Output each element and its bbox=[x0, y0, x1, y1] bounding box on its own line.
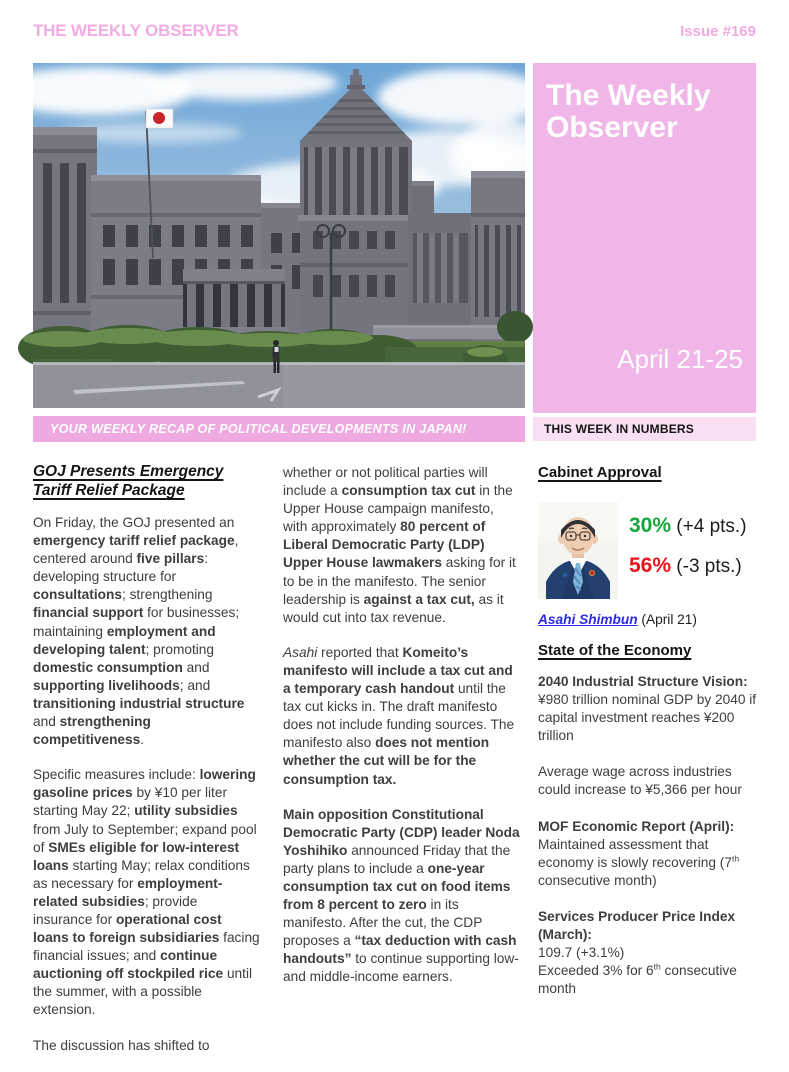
economy-item bbox=[538, 908, 759, 998]
cabinet-approval-heading: Cabinet Approval bbox=[538, 464, 662, 481]
article-paragraph: whether or not political parties will include a consumption tax cut in the Upper House campaign manifesto, with approximately 80 percent of Liberal Democratic Party (LDP) Upper House lawmakers asking for it to be in the manifesto. The senior leadership is against a tax cut, as it would cut into tax revenue. bbox=[283, 465, 516, 625]
source-line bbox=[538, 612, 697, 627]
economy-heading: State of the Economy bbox=[538, 642, 692, 659]
economy-item bbox=[538, 763, 759, 799]
disapproval-change: (-3 pts.) bbox=[671, 556, 742, 577]
article-column-2 bbox=[283, 464, 521, 1004]
economy-item bbox=[538, 818, 759, 890]
source-date: (April 21) bbox=[637, 612, 697, 627]
newsletter-title: The Weekly Observer bbox=[546, 79, 711, 145]
economy-list bbox=[538, 673, 759, 1016]
economy-item-title: Services Producer Price Index (March): bbox=[538, 908, 736, 943]
tagline-banner: YOUR WEEKLY RECAP OF POLITICAL DEVELOPMENTS IN JAPAN! bbox=[33, 416, 525, 442]
economy-item-body: Average wage across industries could increase to ¥5,366 per hour bbox=[538, 764, 742, 798]
diet-building-illustration bbox=[33, 63, 525, 408]
economy-item-body: 109.7 (+3.1%) Exceeded 3% for 6th consecutive month bbox=[538, 945, 737, 997]
issue-number: Issue #169 bbox=[680, 23, 756, 40]
economy-item-body: ¥980 trillion nominal GDP by 2040 if capital investment reaches ¥200 trillion bbox=[538, 692, 757, 744]
asahi-shimbun-link[interactable]: Asahi Shimbun bbox=[538, 612, 638, 627]
article-paragraph: Specific measures include: lowering gasoline prices by ¥10 per liter starting May 22; utility subsidies from July to September; expand pool of SMEs eligible for low-interest loans starting May; relax conditions as necessary for employment-related subsidies; provide insurance for operational cost loans to foreign subsidiaries facing financial issues; and continue auctioning off stockpiled rice until the summer, with a possible extension. bbox=[33, 767, 260, 1018]
diet-building-photo bbox=[33, 63, 525, 408]
economy-item-body: Maintained assessment that economy is slowly recovering (7th consecutive month) bbox=[538, 836, 740, 888]
article-paragraph: Main opposition Constitutional Democratic Party (CDP) leader Noda Yoshihiko announced Friday that the party plans to include a one-year consumption tax cut on food items from 8 percent to zero in its manifesto. After the cut, the CDP proposes a “tax deduction with cash handouts” to continue supporting low- and middle-income earners. bbox=[283, 806, 520, 985]
article-headline: GOJ Presents Emergency Tariff Relief Package bbox=[33, 463, 224, 499]
economy-item-title: MOF Economic Report (April): bbox=[538, 818, 735, 834]
article-paragraph: The discussion has shifted to bbox=[33, 1037, 210, 1053]
cover-title-block bbox=[533, 63, 756, 413]
issue-date-range: April 21-25 bbox=[617, 344, 743, 374]
article-paragraph: On Friday, the GOJ presented an emergency tariff relief package, centered around five pillars: developing structure for consultations; strengthening financial support for businesses; maintaining employment and developing talent; promoting domestic consumption and supporting livelihoods; and transitioning industrial structure and strengthening competitiveness. bbox=[33, 515, 245, 748]
article-paragraph: Asahi reported that Komeito’s manifesto will include a tax cut and a temporary cash handout until the tax cut kicks in. The draft manifesto does not include funding sources. The manifesto also does not mention whether the cut will be for the consumption tax. bbox=[283, 644, 515, 787]
article-column-1 bbox=[33, 462, 260, 1072]
disapproval-value: 56% bbox=[629, 554, 672, 577]
pm-portrait-illustration bbox=[538, 502, 618, 599]
approval-change: (+4 pts.) bbox=[671, 516, 747, 537]
pm-portrait-photo bbox=[538, 502, 618, 599]
approval-value: 30% bbox=[629, 514, 672, 537]
approval-rating-row bbox=[629, 514, 747, 538]
economy-item bbox=[538, 673, 759, 745]
disapproval-rating-row bbox=[629, 554, 742, 578]
masthead-title: THE WEEKLY OBSERVER bbox=[33, 21, 239, 40]
economy-item-title: 2040 Industrial Structure Vision: bbox=[538, 674, 748, 689]
numbers-strip-label: THIS WEEK IN NUMBERS bbox=[533, 417, 756, 441]
